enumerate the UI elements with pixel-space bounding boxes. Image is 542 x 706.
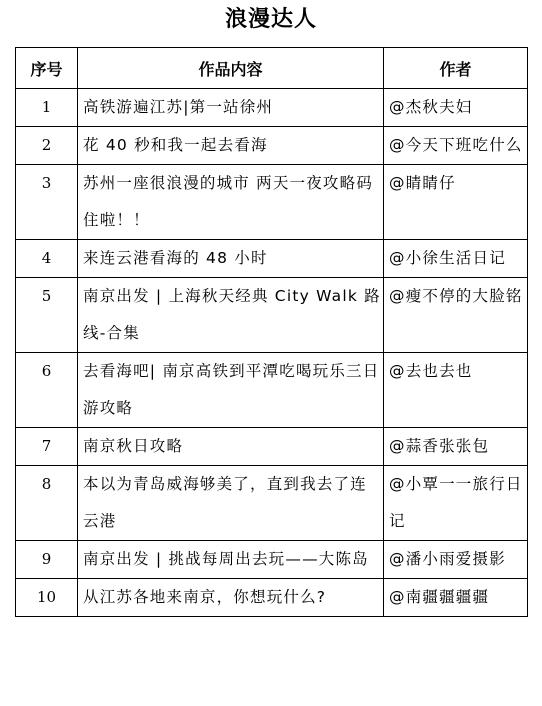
row-content: 花 40 秒和我一起去看海: [78, 127, 384, 165]
row-author: @潘小雨爱摄影: [384, 541, 528, 579]
header-author: 作者: [384, 48, 528, 89]
header-content: 作品内容: [78, 48, 384, 89]
row-num: 6: [16, 353, 78, 428]
row-content: 南京出发 | 挑战每周出去玩——大陈岛: [78, 541, 384, 579]
row-num: 1: [16, 89, 78, 127]
page-title: 浪漫达人: [224, 7, 317, 32]
table-row: [16, 127, 528, 165]
works-table: [15, 47, 528, 617]
table-row: [16, 428, 528, 466]
row-content: 从江苏各地来南京，你想玩什么?: [78, 579, 384, 617]
row-content: 南京秋日攻略: [78, 428, 384, 466]
row-num: 3: [16, 165, 78, 240]
table-row: [16, 466, 528, 541]
row-content: 去看海吧| 南京高铁到平潭吃喝玩乐三日游攻略: [78, 353, 384, 428]
row-num: 2: [16, 127, 78, 165]
row-content: 苏州一座很浪漫的城市 两天一夜攻略码住啦！！: [78, 165, 384, 240]
table-row: [16, 89, 528, 127]
row-author: @去也去也: [384, 353, 528, 428]
header-num: 序号: [16, 48, 78, 89]
row-author: @今天下班吃什么: [384, 127, 528, 165]
table-row: [16, 579, 528, 617]
row-num: 5: [16, 278, 78, 353]
row-author: @蒜香张张包: [384, 428, 528, 466]
table-row: [16, 165, 528, 240]
row-content: 高铁游遍江苏|第一站徐州: [78, 89, 384, 127]
row-content: 来连云港看海的 48 小时: [78, 240, 384, 278]
table-row: [16, 278, 528, 353]
row-num: 7: [16, 428, 78, 466]
row-author: @瘦不停的大脸铭: [384, 278, 528, 353]
row-num: 4: [16, 240, 78, 278]
row-num: 10: [16, 579, 78, 617]
table-row: [16, 353, 528, 428]
row-num: 8: [16, 466, 78, 541]
table-header-row: [16, 48, 528, 89]
row-author: @小徐生活日记: [384, 240, 528, 278]
table-row: [16, 541, 528, 579]
row-author: @小覃一一旅行日记: [384, 466, 528, 541]
row-author: @睛睛仔: [384, 165, 528, 240]
table-row: [16, 240, 528, 278]
row-author: @杰秋夫妇: [384, 89, 528, 127]
row-num: 9: [16, 541, 78, 579]
row-content: 本以为青岛威海够美了，直到我去了连云港: [78, 466, 384, 541]
row-author: @南疆疆疆疆: [384, 579, 528, 617]
row-content: 南京出发 | 上海秋天经典 City Walk 路线-合集: [78, 278, 384, 353]
